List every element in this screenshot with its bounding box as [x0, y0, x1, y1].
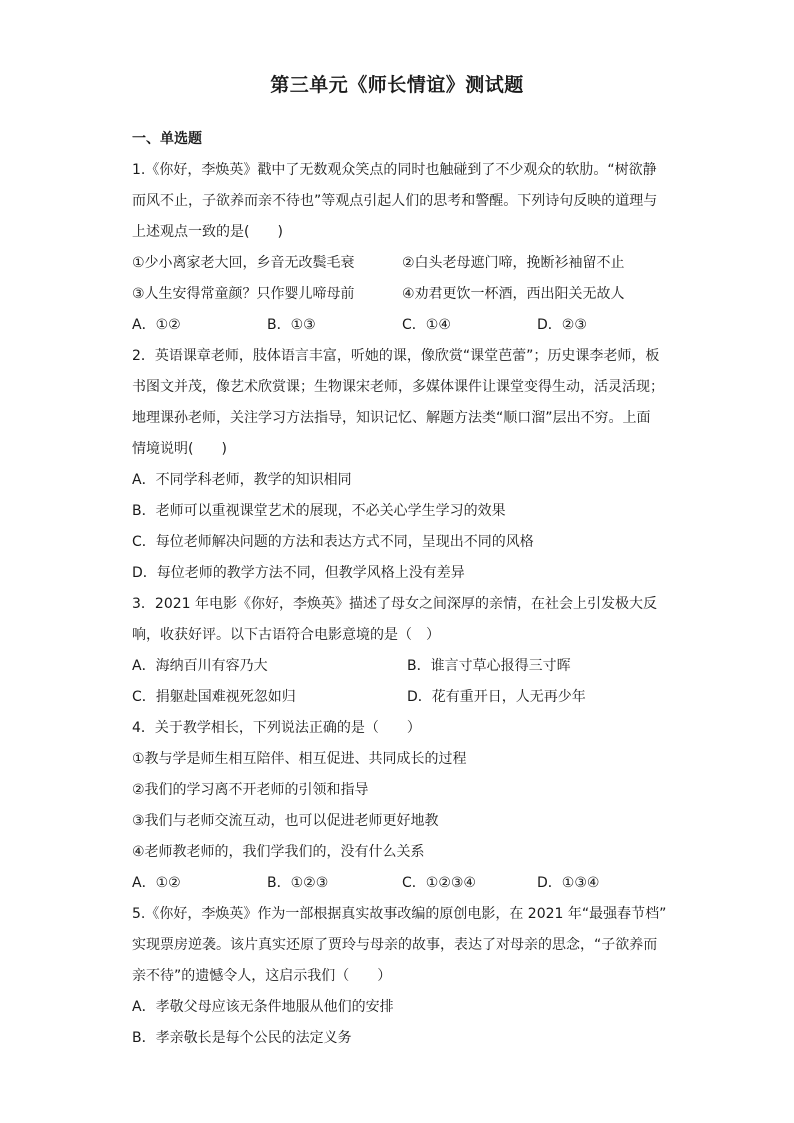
q1-option-c[interactable]: C．①④ — [402, 317, 451, 333]
q5-option-b[interactable]: B．孝亲敬长是每个公民的法定义务 — [132, 1030, 352, 1046]
q2-stem-line-2: 书图文并茂，像艺术欣赏课；生物课宋老师，多媒体课件让课堂变得生动，活灵活现； — [132, 379, 664, 395]
q3-option-b[interactable]: B．谁言寸草心报得三寸晖 — [407, 658, 571, 674]
q4-item-3: ③我们与老师交流互动，也可以促进老师更好地教 — [132, 813, 439, 829]
q1-option-a[interactable]: A．①② — [132, 317, 181, 333]
q3-option-d[interactable]: D．花有重开日，人无再少年 — [407, 689, 586, 705]
q4-option-d[interactable]: D．①③④ — [537, 875, 600, 891]
q2-stem-line-1: 2．英语课章老师，肢体语言丰富，听她的课，像欣赏“课堂芭蕾”；历史课李老师，板 — [132, 348, 660, 364]
q1-stem-line-2: 而风不止，子欲养而亲不待也”等观点引起人们的思考和警醒。下列诗句反映的道理与 — [132, 193, 658, 209]
q4-stem: 4．关于教学相长，下列说法正确的是（ ） — [132, 720, 421, 736]
q2-option-b[interactable]: B．老师可以重视课堂艺术的展现，不必关心学生学习的效果 — [132, 503, 506, 519]
q3-options-row-1 — [132, 651, 672, 682]
q2-option-c[interactable]: C．每位老师解决问题的方法和表达方式不同，呈现出不同的风格 — [132, 534, 534, 550]
q5-stem-line-2: 实现票房逆袭。该片真实还原了贾玲与母亲的故事，表达了对母亲的思念，“子欲养而 — [132, 937, 658, 953]
question-3 — [132, 589, 672, 713]
q4-option-c[interactable]: C．①②③④ — [402, 875, 476, 891]
question-1 — [132, 155, 672, 341]
q2-option-d[interactable]: D．每位老师的教学方法不同，但教学风格上没有差异 — [132, 565, 465, 581]
q3-stem-line-1: 3．2021 年电影《你好，李焕英》描述了母女之间深厚的亲情，在社会上引发极大反 — [132, 596, 657, 612]
exam-content — [132, 124, 672, 1054]
q1-item-3: ③人生安得常童颜？只作婴儿啼母前 — [132, 286, 355, 302]
q1-items-row-1 — [132, 248, 672, 279]
page-title: 第三单元《师长情谊》测试题 — [270, 74, 524, 96]
q2-stem-line-3: 地理课孙老师，关注学习方法指导，知识记忆、解题方法类“顺口溜”层出不穷。上面 — [132, 410, 651, 426]
q1-option-b[interactable]: B．①③ — [267, 317, 316, 333]
q3-options-row-2 — [132, 682, 672, 713]
q4-option-b[interactable]: B．①②③ — [267, 875, 329, 891]
q1-item-4: ④劝君更饮一杯酒，西出阳关无故人 — [402, 286, 625, 302]
q2-option-a[interactable]: A．不同学科老师，教学的知识相同 — [132, 472, 352, 488]
q1-items-row-2 — [132, 279, 672, 310]
q5-option-a[interactable]: A．孝敬父母应该无条件地服从他们的安排 — [132, 999, 394, 1015]
q3-stem-line-2: 响，收获好评。以下古语符合电影意境的是（ ） — [132, 627, 440, 643]
q4-item-4: ④老师教老师的，我们学我们的，没有什么关系 — [132, 844, 425, 860]
q3-option-a[interactable]: A．海纳百川有容乃大 — [132, 658, 268, 674]
q1-options — [132, 310, 672, 341]
q2-stem-line-4: 情境说明( ) — [132, 441, 227, 457]
q3-option-c[interactable]: C．捐躯赴国难视死忽如归 — [132, 689, 296, 705]
q1-stem-line-1: 1.《你好，李焕英》戳中了无数观众笑点的同时也触碰到了不少观众的软肋。“树欲静 — [132, 162, 657, 178]
question-4 — [132, 713, 672, 899]
q1-stem-line-3: 上述观点一致的是( ) — [132, 224, 283, 240]
q5-stem-line-3: 亲不待”的遗憾令人，这启示我们（ ） — [132, 968, 392, 984]
q4-options — [132, 868, 672, 899]
q1-item-2: ②白头老母遮门啼，挽断衫袖留不止 — [402, 255, 625, 271]
q1-item-1: ①少小离家老大回，乡音无改鬓毛衰 — [132, 255, 355, 271]
question-5 — [132, 899, 672, 1054]
section-heading: 一、单选题 — [132, 131, 202, 147]
q5-stem-line-1: 5.《你好，李焕英》作为一部根据真实故事改编的原创电影，在 2021 年“最强春节档” — [132, 906, 667, 922]
q4-item-2: ②我们的学习离不开老师的引领和指导 — [132, 782, 369, 798]
q4-item-1: ①教与学是师生相互陪伴、相互促进、共同成长的过程 — [132, 751, 467, 767]
q4-option-a[interactable]: A．①② — [132, 875, 181, 891]
question-2 — [132, 341, 672, 589]
q1-option-d[interactable]: D．②③ — [537, 317, 587, 333]
